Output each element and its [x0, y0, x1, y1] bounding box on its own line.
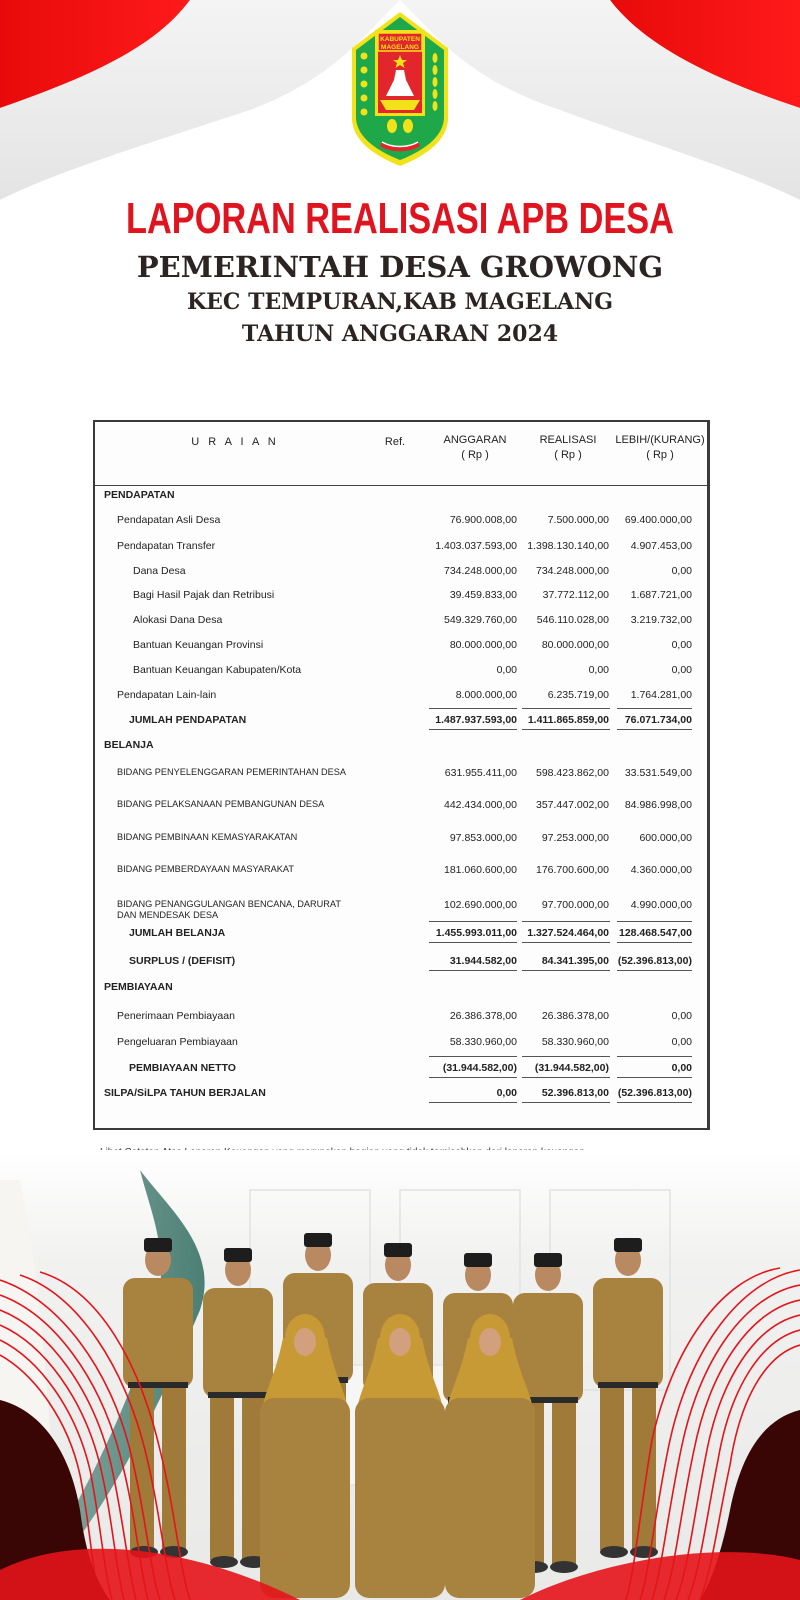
row-label: Pendapatan Asli Desa: [117, 514, 221, 526]
cell-anggaran: 1.455.993.011,00: [435, 927, 517, 939]
cell-lebih: 0,00: [671, 565, 692, 577]
cell-anggaran: 549.329.760,00: [444, 614, 517, 626]
row-label: JUMLAH PENDAPATAN: [129, 714, 247, 726]
emblem-label-top: KABUPATEN: [380, 36, 420, 43]
row-label: BELANJA: [104, 739, 154, 751]
underline-rule: [429, 921, 517, 922]
header-anggaran-label: ANGGARAN: [443, 434, 507, 446]
cell-lebih: 33.531.549,00: [624, 767, 692, 779]
cell-lebih: 128.468.547,00: [619, 927, 692, 939]
total-row: [95, 1058, 707, 1080]
cell-anggaran: 76.900.008,00: [449, 514, 517, 526]
table-row: [95, 536, 707, 558]
table-row: [95, 561, 707, 583]
cell-lebih: 600.000,00: [639, 832, 692, 844]
underline-rule: [429, 729, 517, 730]
cell-anggaran: 0,00: [496, 1087, 517, 1099]
cell-realisasi: 734.248.000,00: [536, 565, 609, 577]
header-ref: Ref.: [384, 436, 406, 448]
underline-rule: [522, 708, 610, 709]
row-label: Dana Desa: [133, 565, 186, 577]
row-label: Bantuan Keuangan Provinsi: [133, 639, 264, 651]
header-lebih-unit: ( Rp ): [646, 449, 674, 461]
underline-rule: [522, 970, 610, 971]
total-row: [95, 1083, 707, 1105]
table-row: [95, 895, 707, 920]
cell-anggaran: 102.690.000,00: [444, 899, 517, 911]
cell-realisasi: 52.396.813,00: [541, 1087, 609, 1099]
row-label: BIDANG PEMBERDAYAAN MASYARAKAT: [117, 864, 294, 874]
cell-lebih: 1.764.281,00: [630, 689, 692, 701]
cell-anggaran: 97.853.000,00: [449, 832, 517, 844]
cell-lebih: 69.400.000,00: [624, 514, 692, 526]
table-row: [95, 610, 707, 632]
section-row: [95, 977, 707, 999]
cell-anggaran: 31.944.582,00: [449, 955, 517, 967]
row-label: SILPA/SiLPA TAHUN BERJALAN: [104, 1087, 266, 1099]
cell-lebih: 84.986.998,00: [624, 799, 692, 811]
underline-rule: [429, 942, 517, 943]
underline-rule: [522, 1102, 610, 1103]
header-uraian: U R A I A N: [191, 436, 279, 448]
underline-rule: [522, 1056, 610, 1057]
underline-rule: [617, 708, 692, 709]
row-label: Pengeluaran Pembiayaan: [117, 1036, 238, 1048]
cell-anggaran: 181.060.600,00: [444, 864, 517, 876]
cell-lebih: 0,00: [671, 639, 692, 651]
cell-realisasi: 7.500.000,00: [547, 514, 609, 526]
section-row: [95, 735, 707, 757]
cell-lebih: 1.687.721,00: [630, 589, 692, 601]
table-row: [95, 685, 707, 707]
row-label: PEMBIAYAAN: [104, 981, 173, 993]
cell-realisasi: 357.447.002,00: [536, 799, 609, 811]
row-label: Pendapatan Lain-lain: [117, 689, 217, 701]
cell-realisasi: 80.000.000,00: [541, 639, 609, 651]
table-row: [95, 763, 707, 785]
table-row: [95, 510, 707, 532]
cell-anggaran: 0,00: [496, 664, 517, 676]
header-realisasi-label: REALISASI: [539, 434, 597, 446]
report-title: LAPORAN REALISASI APB DESA: [126, 194, 674, 243]
underline-rule: [617, 729, 692, 730]
cell-anggaran: 80.000.000,00: [449, 639, 517, 651]
cell-lebih: 0,00: [671, 1062, 692, 1074]
row-label: Penerimaan Pembiayaan: [117, 1010, 235, 1022]
total-row: [95, 923, 707, 945]
cell-lebih: 0,00: [671, 1036, 692, 1048]
cell-lebih: 4.907.453,00: [630, 540, 692, 552]
underline-rule: [429, 1102, 517, 1103]
header-lebih-label: LEBIH/(KURANG): [615, 434, 705, 446]
underline-rule: [522, 1077, 610, 1078]
cell-realisasi: 598.423.862,00: [536, 767, 609, 779]
cell-anggaran: 734.248.000,00: [444, 565, 517, 577]
cell-anggaran: 58.330.960,00: [449, 1036, 517, 1048]
cell-realisasi: 546.110.028,00: [536, 614, 609, 626]
underline-rule: [617, 1056, 692, 1057]
table-header: [95, 422, 707, 486]
cell-anggaran: 8.000.000,00: [455, 689, 517, 701]
cell-lebih: (52.396.813,00): [617, 1087, 692, 1099]
budget-realization-table: [93, 420, 710, 1130]
table-row: [95, 1006, 707, 1028]
row-label: BIDANG PENANGGULANGAN BENCANA, DARURAT DAN MENDESAK DESA: [117, 899, 341, 920]
cell-lebih: (52.396.813,00): [617, 955, 692, 967]
underline-rule: [617, 1077, 692, 1078]
region-name: KEC TEMPURAN,KAB MAGELANG: [187, 289, 613, 315]
report-title-block: [0, 192, 800, 350]
row-label: JUMLAH BELANJA: [129, 927, 226, 939]
header-lebih-kurang: [610, 433, 710, 463]
underline-rule: [617, 942, 692, 943]
table-row: [95, 1032, 707, 1054]
row-label: BIDANG PEMBINAAN KEMASYARAKATAN: [117, 832, 298, 842]
cell-realisasi: 84.341.395,00: [541, 955, 609, 967]
cell-realisasi: 97.700.000,00: [541, 899, 609, 911]
kabupaten-magelang-emblem: [340, 8, 460, 168]
cell-lebih: 0,00: [671, 1010, 692, 1022]
row-label: SURPLUS / (DEFISIT): [129, 955, 236, 967]
cell-realisasi: 37.772.112,00: [542, 589, 609, 601]
cell-lebih: 0,00: [671, 664, 692, 676]
underline-rule: [617, 970, 692, 971]
table-row: [95, 635, 707, 657]
section-row: [95, 485, 707, 507]
table-row: [95, 585, 707, 607]
cell-realisasi: 1.327.524.464,00: [527, 927, 609, 939]
header-anggaran-unit: ( Rp ): [461, 449, 489, 461]
cell-realisasi: 6.235.719,00: [547, 689, 609, 701]
cell-anggaran: 1.403.037.593,00: [435, 540, 517, 552]
header-anggaran: [430, 433, 520, 463]
underline-rule: [429, 970, 517, 971]
header-realisasi: [523, 433, 613, 463]
table-row: [95, 660, 707, 682]
cell-anggaran: 1.487.937.593,00: [435, 714, 517, 726]
budget-year: TAHUN ANGGARAN 2024: [241, 321, 559, 347]
underline-rule: [522, 729, 610, 730]
emblem-label-bottom: MAGELANG: [381, 44, 419, 51]
cell-realisasi: 1.398.130.140,00: [527, 540, 609, 552]
table-row: [95, 795, 707, 817]
row-label: Alokasi Dana Desa: [133, 614, 223, 626]
underline-rule: [522, 942, 610, 943]
cell-lebih: 4.360.000,00: [630, 864, 692, 876]
cell-lebih: 76.071.734,00: [624, 714, 692, 726]
underline-rule: [429, 1077, 517, 1078]
cell-realisasi: 0,00: [588, 664, 609, 676]
table-row: [95, 828, 707, 850]
cell-lebih: 4.990.000,00: [630, 899, 692, 911]
cell-realisasi: 26.386.378,00: [541, 1010, 609, 1022]
cell-realisasi: 176.700.600,00: [536, 864, 609, 876]
row-label: PEMBIAYAAN NETTO: [129, 1062, 236, 1074]
government-name: PEMERINTAH DESA GROWONG: [136, 250, 664, 284]
row-label: BIDANG PELAKSANAAN PEMBANGUNAN DESA: [117, 799, 325, 809]
row-label: Bagi Hasil Pajak dan Retribusi: [133, 589, 275, 601]
table-row: [95, 860, 707, 882]
row-label: BIDANG PENYELENGGARAN PEMERINTAHAN DESA: [117, 767, 347, 777]
cell-anggaran: 26.386.378,00: [449, 1010, 517, 1022]
row-label: Pendapatan Transfer: [117, 540, 216, 552]
total-row: [95, 951, 707, 973]
group-photo: [0, 1150, 800, 1600]
row-label: PENDAPATAN: [104, 489, 175, 501]
underline-rule: [617, 921, 692, 922]
underline-rule: [429, 708, 517, 709]
cell-realisasi: 58.330.960,00: [541, 1036, 609, 1048]
cell-realisasi: 1.411.865.859,00: [527, 714, 609, 726]
total-row: [95, 710, 707, 732]
underline-rule: [522, 921, 610, 922]
cell-anggaran: (31.944.582,00): [442, 1062, 517, 1074]
cell-realisasi: (31.944.582,00): [534, 1062, 609, 1074]
underline-rule: [617, 1102, 692, 1103]
cell-lebih: 3.219.732,00: [630, 614, 692, 626]
cell-anggaran: 39.459.833,00: [449, 589, 517, 601]
row-label: Bantuan Keuangan Kabupaten/Kota: [133, 664, 302, 676]
cell-anggaran: 442.434.000,00: [444, 799, 517, 811]
underline-rule: [429, 1056, 517, 1057]
header-realisasi-unit: ( Rp ): [554, 449, 582, 461]
cell-anggaran: 631.955.411,00: [444, 767, 517, 779]
cell-realisasi: 97.253.000,00: [541, 832, 609, 844]
